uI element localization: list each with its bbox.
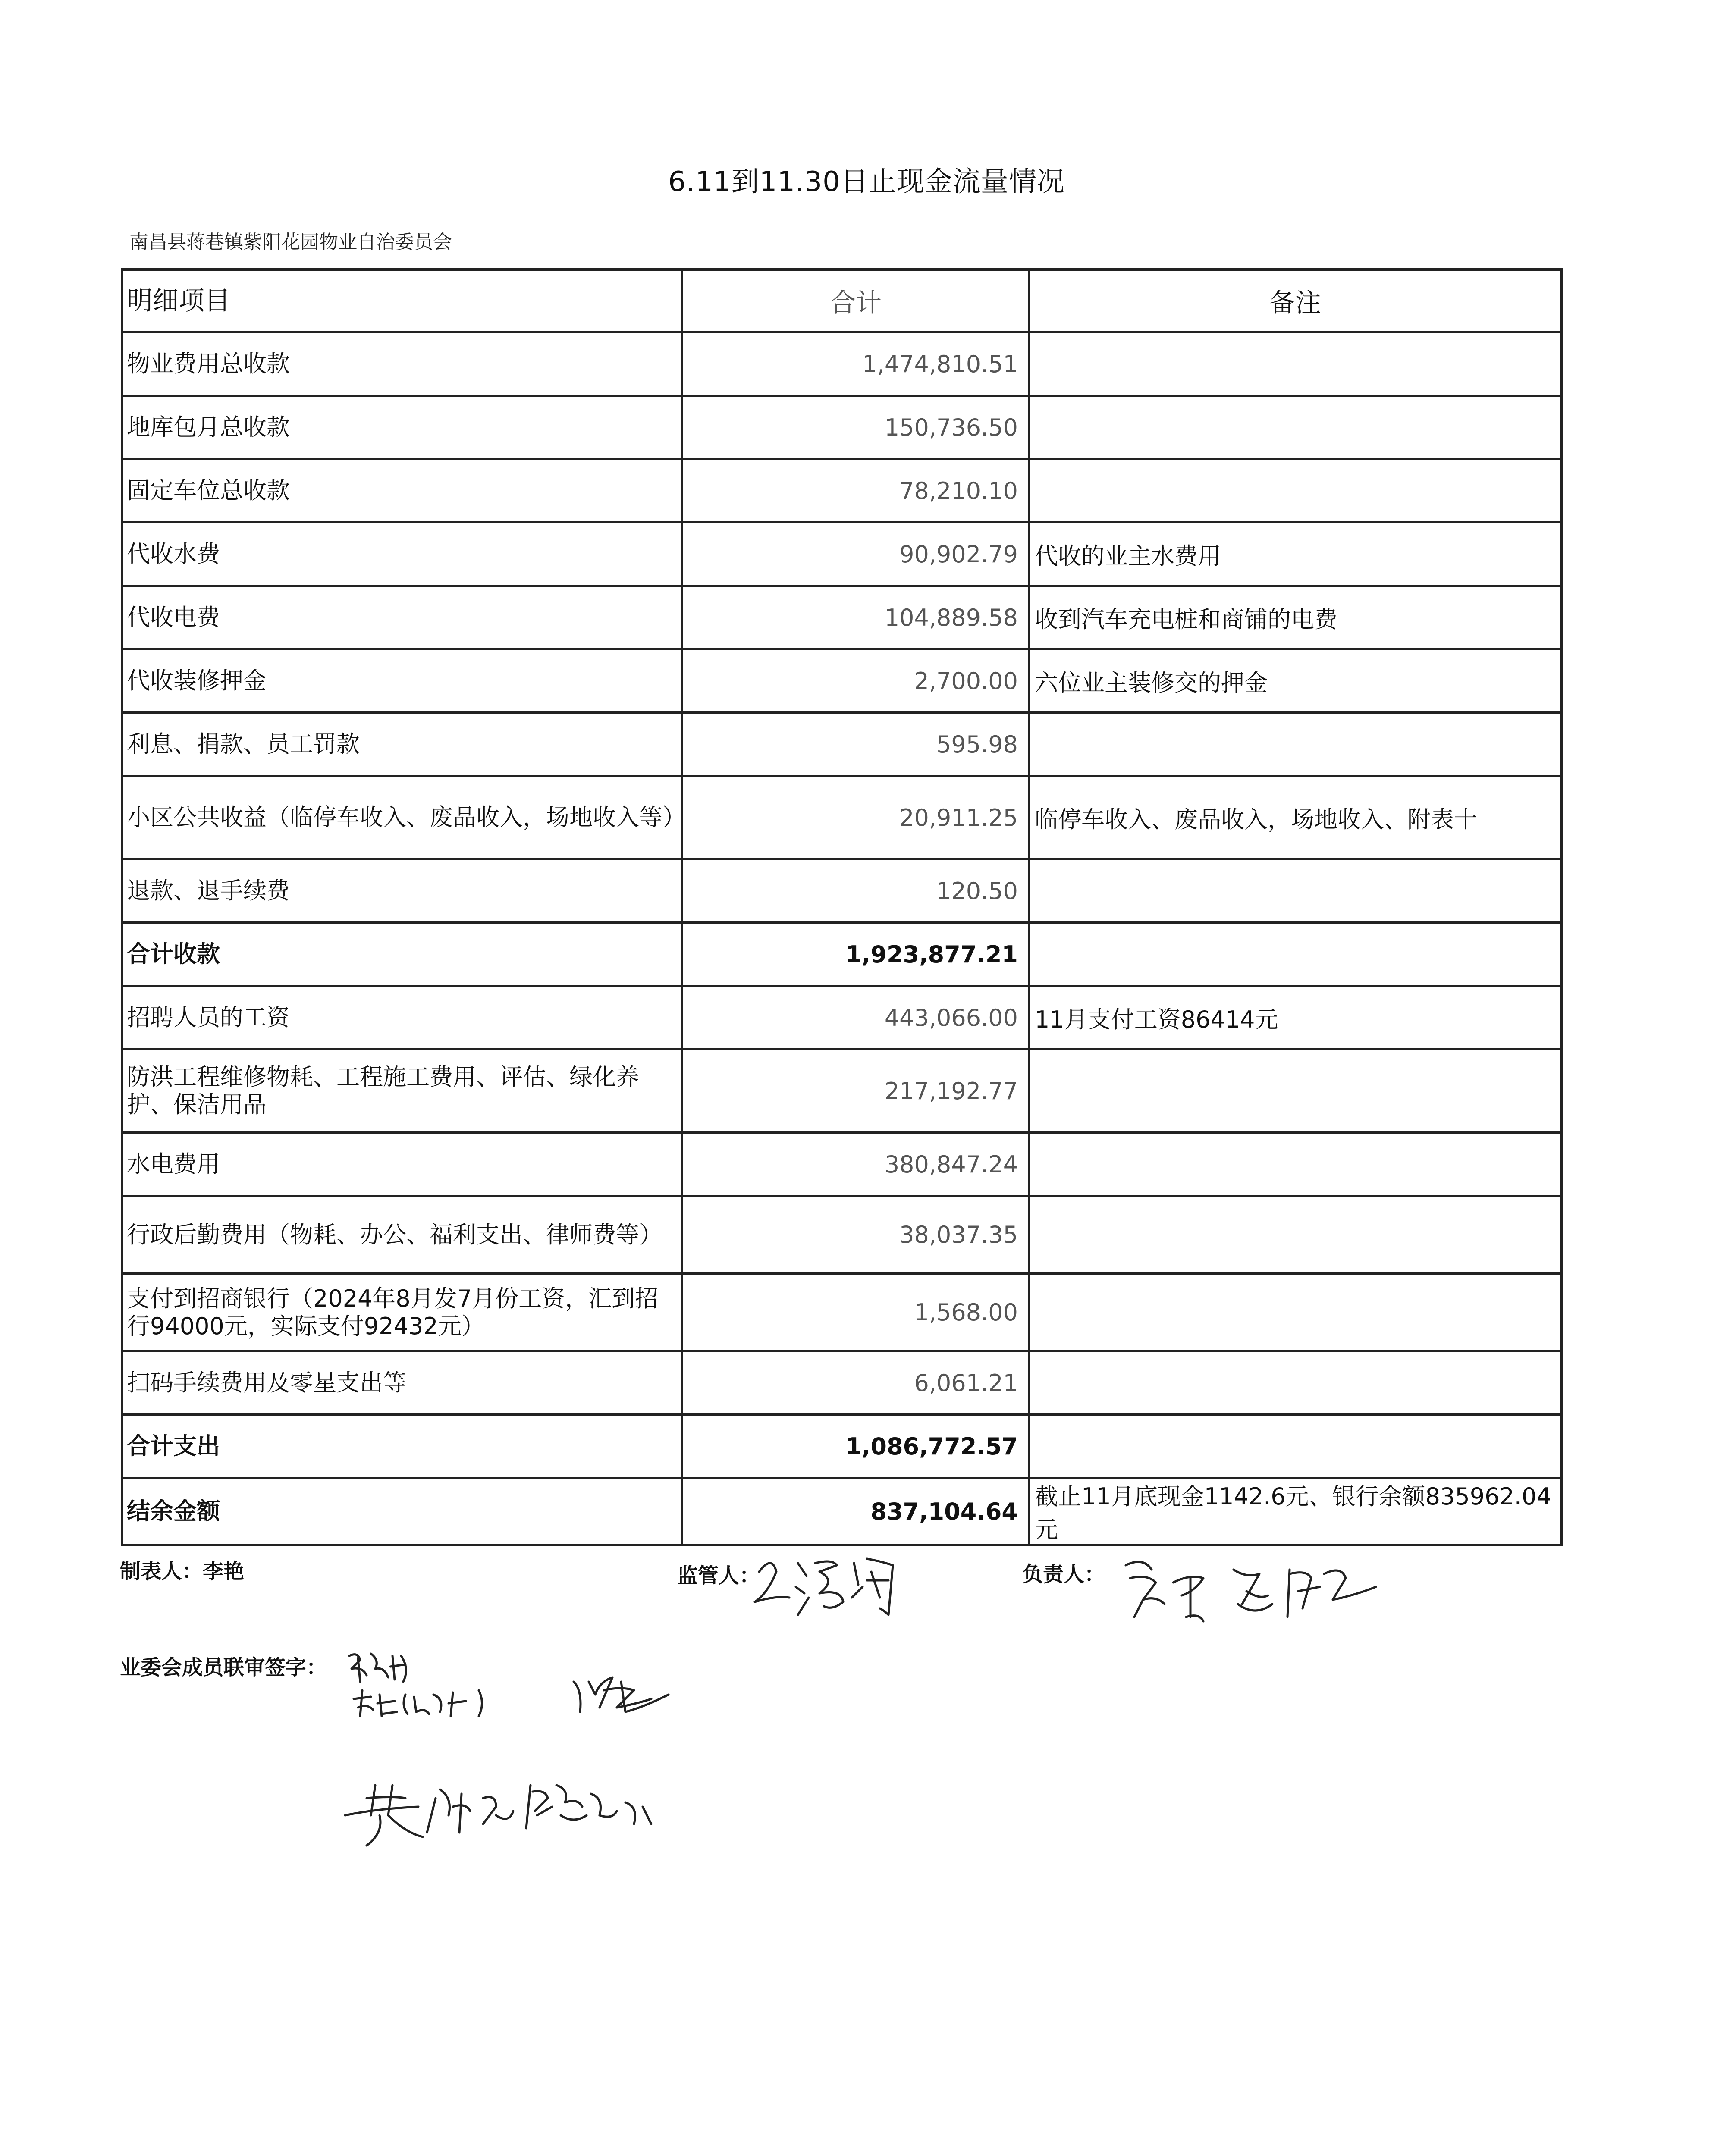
row-note: [1030, 714, 1560, 775]
row-note: 临停车收入、废品收入，场地收入、附表十: [1035, 805, 1477, 833]
table-row: [123, 397, 1560, 460]
responsible-label: 负责人：: [1022, 1562, 1105, 1586]
table-row: [123, 714, 1560, 777]
row-item: 结余金额: [123, 1479, 683, 1544]
table-row: [123, 650, 1560, 714]
row-amount: 150,736.50: [683, 397, 1030, 458]
row-item: 代收电费: [123, 587, 683, 648]
row-item: 代收装修押金: [123, 650, 683, 711]
supervisor-label: 监管人：: [677, 1564, 760, 1588]
table-row: [123, 1050, 1560, 1134]
row-note: 11月支付工资86414元: [1035, 1006, 1278, 1033]
table-row-total-income: [123, 924, 1560, 987]
page-title: 6.11到11.30日止现金流量情况: [668, 166, 1065, 198]
row-amount: 443,066.00: [683, 987, 1030, 1048]
row-note: 截止11月底现金1142.6元、银行余额835962.04元: [1035, 1483, 1551, 1543]
row-amount: 837,104.64: [683, 1479, 1030, 1544]
committee-label: 业委会成员联审签字：: [120, 1655, 327, 1680]
row-note: [1030, 924, 1560, 985]
supervisor-signature: [750, 1546, 914, 1628]
table-row: [123, 523, 1560, 587]
row-note: [1030, 397, 1560, 458]
row-note: [1030, 1134, 1560, 1195]
row-note: [1030, 1416, 1560, 1477]
row-note: [1030, 333, 1560, 395]
row-item: 合计支出: [123, 1416, 683, 1477]
table-row-balance: [123, 1479, 1560, 1544]
row-amount: 104,889.58: [683, 587, 1030, 648]
row-amount: 38,037.35: [683, 1197, 1030, 1272]
row-item: 小区公共收益（临停车收入、废品收入，场地收入等）: [123, 777, 683, 858]
row-item: 代收水费: [123, 523, 683, 585]
row-note: [1030, 1275, 1560, 1350]
row-amount: 380,847.24: [683, 1134, 1030, 1195]
row-amount: 1,086,772.57: [683, 1416, 1030, 1477]
row-amount: 595.98: [683, 714, 1030, 775]
row-amount: 2,700.00: [683, 650, 1030, 711]
row-amount: 1,923,877.21: [683, 924, 1030, 985]
row-item: 支付到招商银行（2024年8月发7月份工资，汇到招行94000元，实际支付92432元）: [123, 1275, 683, 1350]
row-item: 水电费用: [123, 1134, 683, 1195]
row-note: [1030, 1352, 1560, 1413]
header-item: 明细项目: [123, 271, 683, 331]
table-row: [123, 860, 1560, 924]
row-note: 代收的业主水费用: [1035, 542, 1221, 570]
row-amount: 78,210.10: [683, 460, 1030, 521]
responsible-signature: [1117, 1552, 1385, 1630]
cash-flow-table: [121, 268, 1563, 1546]
table-row: [123, 1197, 1560, 1275]
table-row: [123, 460, 1560, 523]
row-item: 利息、捐款、员工罚款: [123, 714, 683, 775]
row-note: [1030, 860, 1560, 921]
row-amount: 1,568.00: [683, 1275, 1030, 1350]
row-note: [1030, 460, 1560, 521]
row-item: 扫码手续费用及零星支出等: [123, 1352, 683, 1413]
row-note: 收到汽车充电桩和商铺的电费: [1035, 605, 1337, 633]
organization-name: 南昌县蒋巷镇紫阳花园物业自治委员会: [129, 231, 452, 253]
row-item: 地库包月总收款: [123, 397, 683, 458]
row-note: [1030, 1197, 1560, 1272]
committee-signatures: [341, 1643, 750, 1858]
table-row-total-expense: [123, 1416, 1560, 1479]
table-row: [123, 587, 1560, 650]
table-row: [123, 987, 1560, 1050]
row-item: 退款、退手续费: [123, 860, 683, 921]
row-amount: 217,192.77: [683, 1050, 1030, 1131]
preparer-label: 制表人：李艳: [120, 1559, 245, 1583]
row-note: 六位业主装修交的押金: [1035, 669, 1268, 696]
row-item: 防洪工程维修物耗、工程施工费用、评估、绿化养护、保洁用品: [123, 1050, 683, 1131]
table-row: [123, 1134, 1560, 1197]
table-row: [123, 1275, 1560, 1352]
header-note: 备注: [1269, 288, 1321, 318]
row-note: [1030, 1050, 1560, 1131]
table-row: [123, 333, 1560, 397]
row-amount: 90,902.79: [683, 523, 1030, 585]
table-header-row: [123, 271, 1560, 333]
table-row: [123, 1352, 1560, 1416]
row-item: 合计收款: [123, 924, 683, 985]
row-item: 行政后勤费用（物耗、办公、福利支出、律师费等）: [123, 1197, 683, 1272]
row-amount: 120.50: [683, 860, 1030, 921]
row-amount: 6,061.21: [683, 1352, 1030, 1413]
row-amount: 1,474,810.51: [683, 333, 1030, 395]
row-amount: 20,911.25: [683, 777, 1030, 858]
table-row: [123, 777, 1560, 860]
row-item: 招聘人员的工资: [123, 987, 683, 1048]
row-item: 固定车位总收款: [123, 460, 683, 521]
row-item: 物业费用总收款: [123, 333, 683, 395]
header-amount: 合计: [683, 271, 1030, 331]
